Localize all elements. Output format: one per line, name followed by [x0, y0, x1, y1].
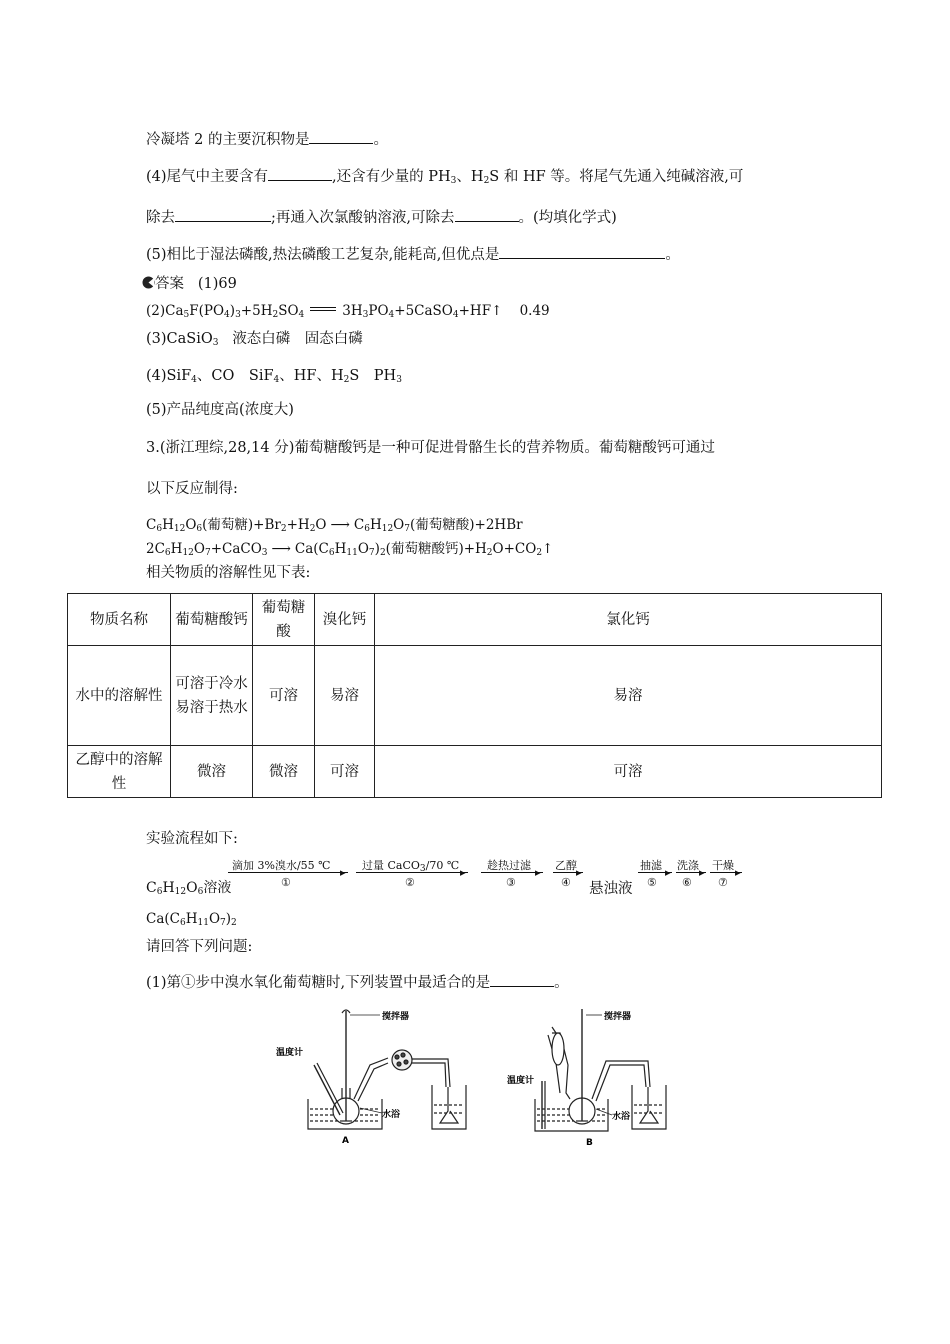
reaction-arrow-icon: ⟶ [271, 541, 291, 557]
table-row [68, 646, 882, 746]
flow-step-3-label: 趁热过滤 [487, 859, 531, 872]
apparatus-figure [270, 1003, 690, 1148]
flow-step-6-number: ⑥ [682, 876, 692, 889]
table-header-row [68, 594, 882, 646]
flow-intro: 实验流程如下: [146, 831, 238, 847]
answer-4: (4)SiF$_4$、CO SiF$_4$、HF、$H_2S$ $PH_3$ [146, 368, 402, 385]
flow-step-7-label: 干燥 [712, 859, 734, 872]
equals-sign [310, 307, 336, 311]
a-thermometer-label: 温度计 [276, 1048, 304, 1058]
answer-3: (3)CaSiO$_3$ 液态白磷 固态白磷 [146, 331, 363, 348]
problem3-intro2: 以下反应制得: [146, 481, 238, 497]
flow-step-6-label: 洗涤 [677, 859, 699, 872]
answer-header: 答案 (1)69 [142, 272, 237, 293]
flow-step-1-label: 滴加 3%溴水/55 ℃ [232, 859, 331, 872]
table-cell: 乙醇中的溶解性 [68, 746, 171, 798]
answer-2: $(2)Ca_5F(PO_4)_3+5H_2SO_4$ $3H_3PO_4+5CaSO_4+HF↑$ 0.49 [146, 303, 550, 320]
a-bath-label: 水浴 [382, 1110, 401, 1120]
table-cell: 易溶 [375, 646, 882, 746]
answer-blank[interactable] [309, 129, 373, 144]
table-cell: 可溶 [253, 646, 315, 746]
flow-step-1-number: ① [281, 876, 291, 889]
flow-step-7-number: ⑦ [718, 876, 728, 889]
reaction-2: $2C_6H_{12}O_7+CaCO_3$ ⟶ $Ca(C_6H_{11}O_7)_2$(葡萄糖酸钙)$+H_2O+CO_2↑$ [146, 541, 554, 558]
table-cell: 水中的溶解性 [68, 646, 171, 746]
flow-step-2-label: 过量 CaCO$_3$/70 ℃ [362, 859, 460, 874]
solubility-intro: 相关物质的溶解性见下表: [146, 565, 311, 581]
problem3-intro: 3.(浙江理综,28,14 分)葡萄糖酸钙是一种可促进骨骼生长的营养物质。葡萄糖酸钙可通过 [146, 440, 715, 456]
answer-blank[interactable] [499, 244, 665, 259]
reaction-1: $C_6H_{12}O_6$(葡萄糖)$+Br_2+H_2O$ ⟶ $C_6H_{12}O_7$(葡萄糖酸)+2HBr [146, 517, 523, 534]
flow-step-5-number: ⑤ [647, 876, 657, 889]
questions-intro: 请回答下列问题: [146, 939, 253, 955]
flow-mid: 悬浊液 [589, 881, 633, 897]
flow-step-4-number: ④ [561, 876, 571, 889]
question-1: (1)第①步中溴水氧化葡萄糖时,下列装置中最适合的是 。 [146, 971, 569, 992]
flow-step-4-label: 乙醇 [555, 859, 577, 872]
answer-blank[interactable] [490, 972, 554, 987]
flow-product: $Ca(C_6H_{11}O_7)_2$ [146, 911, 237, 928]
q4-line1: (4)尾气中主要含有 ,还含有少量的 $PH_3$、$H_2S$ 和 HF 等。将尾气先通入纯碱溶液,可 [146, 165, 743, 186]
table-row [68, 746, 882, 798]
b-thermometer-label: 温度计 [507, 1076, 535, 1086]
answer-marker-icon [142, 276, 155, 289]
apparatus-b [535, 1009, 666, 1131]
answer-5: (5)产品纯度高(浓度大) [146, 402, 294, 418]
reaction-arrow-icon: ⟶ [330, 517, 350, 533]
table-cell: 易溶 [315, 646, 375, 746]
solubility-table [67, 593, 882, 798]
flow-step-5-label: 抽滤 [640, 859, 662, 872]
answer-blank[interactable] [175, 207, 271, 222]
q4-line2: 除去 ;再通入次氯酸钠溶液,可除去 。(均填化学式) [146, 206, 617, 227]
table-header: 溴化钙 [315, 594, 375, 646]
flow-start: $C_6H_{12}O_6$溶液 [146, 880, 232, 897]
flow-step-2-number: ② [405, 876, 415, 889]
table-header: 葡萄糖酸钙 [171, 594, 253, 646]
table-cell: 微溶 [171, 746, 253, 798]
b-stirrer-label: 搅拌器 [604, 1012, 632, 1022]
table-cell: 可溶 [375, 746, 882, 798]
answer-blank[interactable] [268, 166, 332, 181]
q5: (5)相比于湿法磷酸,热法磷酸工艺复杂,能耗高,但优点是 。 [146, 243, 680, 264]
table-cell: 可溶 [315, 746, 375, 798]
b-bath-label: 水浴 [612, 1112, 631, 1122]
table-header: 葡萄糖酸 [253, 594, 315, 646]
table-header: 物质名称 [68, 594, 171, 646]
answer-blank[interactable] [455, 207, 519, 222]
condenser-question: 冷凝塔 2 的主要沉积物是 。 [146, 128, 388, 149]
a-stirrer-label: 搅拌器 [382, 1012, 410, 1022]
table-header: 氯化钙 [375, 594, 882, 646]
table-cell: 可溶于冷水 易溶于热水 [171, 646, 253, 746]
flow-step-3-number: ③ [506, 876, 516, 889]
a-label: A [342, 1136, 349, 1146]
b-label: B [586, 1138, 593, 1148]
table-cell: 微溶 [253, 746, 315, 798]
